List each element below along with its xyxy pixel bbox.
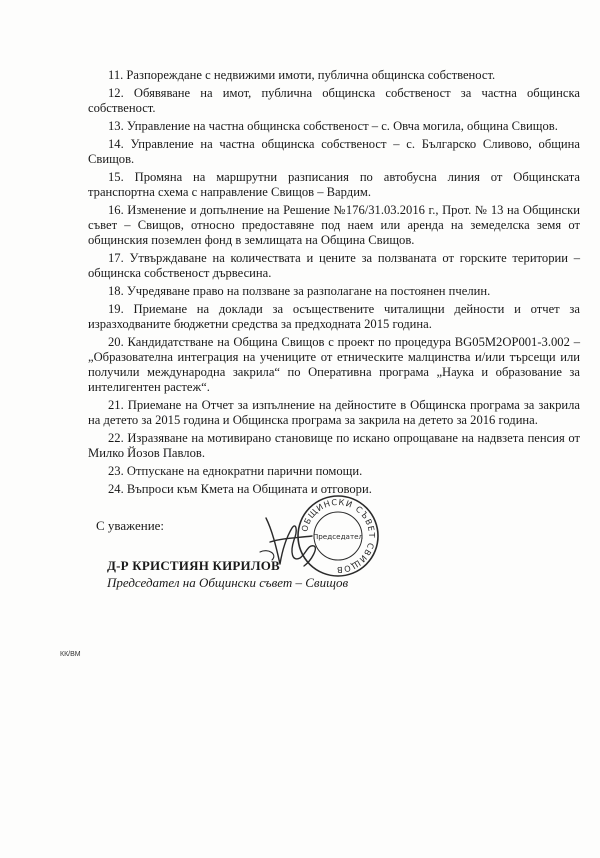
- agenda-item-18: 18. Учредяване право на ползване за разполагане на постоянен пчелин.: [108, 283, 491, 298]
- agenda-item-16: 16. Изменение и допълнение на Решение №176/31.03.2016 г., Прот. № 13 на Общински съвет – Свищов, относно предоставяне под наем или аренда на земеделска земя от общинския поземлен фонд в землищата на Община Свищов.: [88, 202, 580, 247]
- closing-regards: С уважение:: [96, 518, 165, 533]
- stamp-ring-text: ОБЩИНСКИ СЪВЕТ СВИЩОВ: [299, 496, 378, 576]
- agenda-item-23: 23. Отпускане на еднократни парични помощи.: [108, 464, 363, 478]
- agenda-item-12: 12. Обявяване на имот, публична общинска собственост за частна общинска собственост.: [88, 85, 580, 115]
- agenda-item-20: 20. Кандидатстване на Община Свищов с проект по процедура BG05M2OP001-3.002 – „Образователна интеграция на учениците от етническите малцинства и/или търсещи или получили международна закрила“ по Оперативна програма „Наука и образование за интелигентен растеж“.: [88, 334, 580, 395]
- agenda-item-24: 24. Въпроси към Кмета на Общината и отговори.: [108, 481, 372, 496]
- agenda-list: [88, 68, 580, 500]
- signer-role: Председател на Общински съвет – Свищов: [107, 575, 349, 590]
- signer-name: Д-Р КРИСТИЯН КИРИЛОВ: [107, 558, 280, 573]
- stamp-center-text: Председател: [312, 532, 364, 541]
- agenda-item-21: 21. Приемане на Отчет за изпълнение на дейностите в Общинска програма за закрила на детето за 2015 година и Общинска програма за закрила на детето за 2016 година.: [88, 398, 580, 428]
- agenda-item-15: 15. Промяна на маршрутни разписания по автобусна линия от Общинската транспортна схема с направление Свищов – Вардим.: [88, 169, 580, 199]
- agenda-item-14: 14. Управление на частна общинска собственост – с. Българско Сливово, община Свищов.: [88, 136, 580, 166]
- agenda-item-22: 22. Изразяване на мотивирано становище по искано опрощаване на надвзета пенсия от Милко Йозов Павлов.: [88, 431, 580, 461]
- agenda-item-13: 13. Управление на частна общинска собственост – с. Овча могила, община Свищов.: [108, 118, 558, 133]
- agenda-item-11: 11. Разпореждане с недвижими имоти, публична общинска собственост.: [108, 68, 496, 82]
- agenda-item-19: 19. Приемане на доклади за осъществените читалищни дейности и отчет за изразходваните бюджетни средства за предходната 2015 година.: [88, 301, 580, 331]
- agenda-item-17: 17. Утвърждаване на количествата и цените за ползваната от горските територии – общинска собственост дървесина.: [88, 250, 580, 280]
- author-initials: КК/ВМ: [60, 651, 81, 658]
